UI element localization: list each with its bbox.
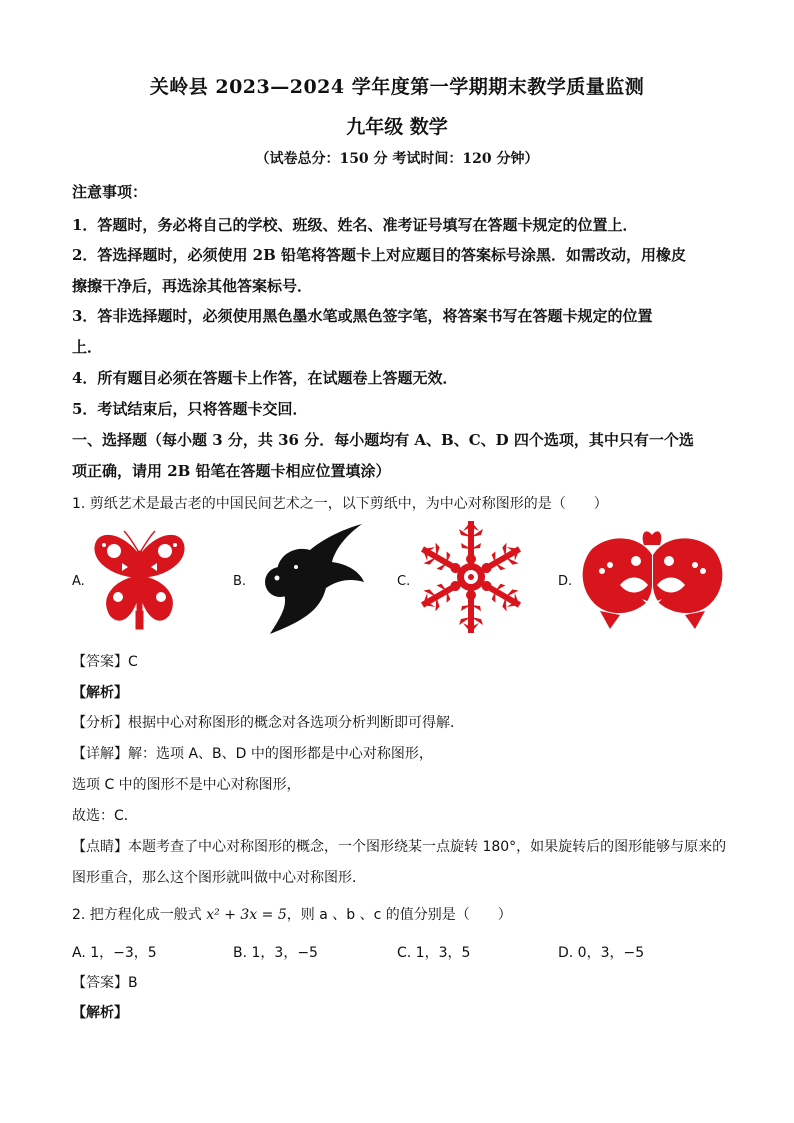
q1-xiangjie-2: 选项 C 中的图形不是中心对称图形， (72, 777, 301, 793)
q1-stem: 1. 剪纸艺术是最古老的中国民间艺术之一，以下剪纸中，为中心对称图形的是（ ） (72, 496, 608, 512)
note-item-2-cont: 擦擦干净后，再选涂其他答案标号． (72, 277, 313, 295)
note-item-3-cont: 上． (72, 338, 103, 356)
q2-stem-after: ，则 a 、b 、c 的值分别是（ ） (286, 907, 512, 923)
q1-dianjing-2: 图形重合，那么这个图形就叫做中心对称图形． (72, 870, 366, 886)
q1-option-d-label: D. (558, 574, 573, 589)
q2-stem-before: 2. 把方程化成一般式 (72, 907, 207, 923)
section1-heading-line1: 一、选择题（每小题 3 分，共 36 分．每小题均有 A、B、C、D 四个选项，其中只有一个选 (72, 431, 694, 449)
note-item-5: 5．考试结束后，只将答题卡交回． (72, 400, 308, 418)
q2-choice-c: C. 1，3，5 (397, 945, 471, 961)
q2-choice-d: D. 0，3，−5 (558, 945, 645, 961)
notes-heading: 注意事项： (72, 183, 148, 201)
q2-choice-a: A. 1，−3，5 (72, 945, 157, 961)
q1-answer: 【答案】C (72, 654, 138, 670)
q2-answer: 【答案】B (72, 975, 138, 991)
q1-fenxi: 【分析】根据中心对称图形的概念对各选项分析判断即可得解． (72, 715, 464, 731)
q2-analysis-tag: 【解析】 (72, 1005, 128, 1021)
q2-equation: x² + 3x = 5 (206, 907, 287, 923)
q1-option-c-label: C. (397, 574, 411, 589)
twin-fish-papercut-icon (580, 525, 725, 633)
q2-stem (72, 905, 512, 925)
note-item-4: 4．所有题目必须在答题卡上作答，在试题卷上答题无效． (72, 369, 458, 387)
q1-option-a-label: A. (72, 574, 85, 589)
note-item-2: 2．答选择题时，必须使用 2B 铅笔将答题卡上对应题目的答案标号涂黑．如需改动，用橡皮 (72, 246, 687, 264)
swallow-papercut-icon (260, 522, 365, 635)
exam-info: （试卷总分：150 分 考试时间：120 分钟） (255, 151, 539, 167)
q1-xiangjie-3: 故选：C． (72, 808, 138, 824)
q1-option-b-label: B. (233, 574, 247, 589)
snowflake-papercut-icon (417, 518, 525, 636)
butterfly-papercut-icon (92, 527, 187, 632)
note-item-3: 3．答非选择题时，必须使用黑色墨水笔或黑色签字笔，将答案书写在答题卡规定的位置 (72, 307, 653, 325)
section1-heading-line2: 项正确，请用 2B 铅笔在答题卡相应位置填涂） (72, 462, 391, 480)
q1-analysis-tag: 【解析】 (72, 685, 128, 701)
exam-subtitle: 九年级 数学 (346, 116, 448, 138)
q2-choice-b: B. 1，3，−5 (233, 945, 318, 961)
q1-dianjing-1: 【点睛】本题考查了中心对称图形的概念，一个图形绕某一点旋转 180°，如果旋转后的图形能够与原来的 (72, 839, 727, 855)
exam-title: 关岭县 2023—2024 学年度第一学期期末教学质量监测 (149, 76, 645, 98)
note-item-1: 1．答题时，务必将自己的学校、班级、姓名、准考证号填写在答题卡规定的位置上． (72, 216, 638, 234)
q1-xiangjie-1: 【详解】解：选项 A、B、D 中的图形都是中心对称图形， (72, 746, 433, 762)
